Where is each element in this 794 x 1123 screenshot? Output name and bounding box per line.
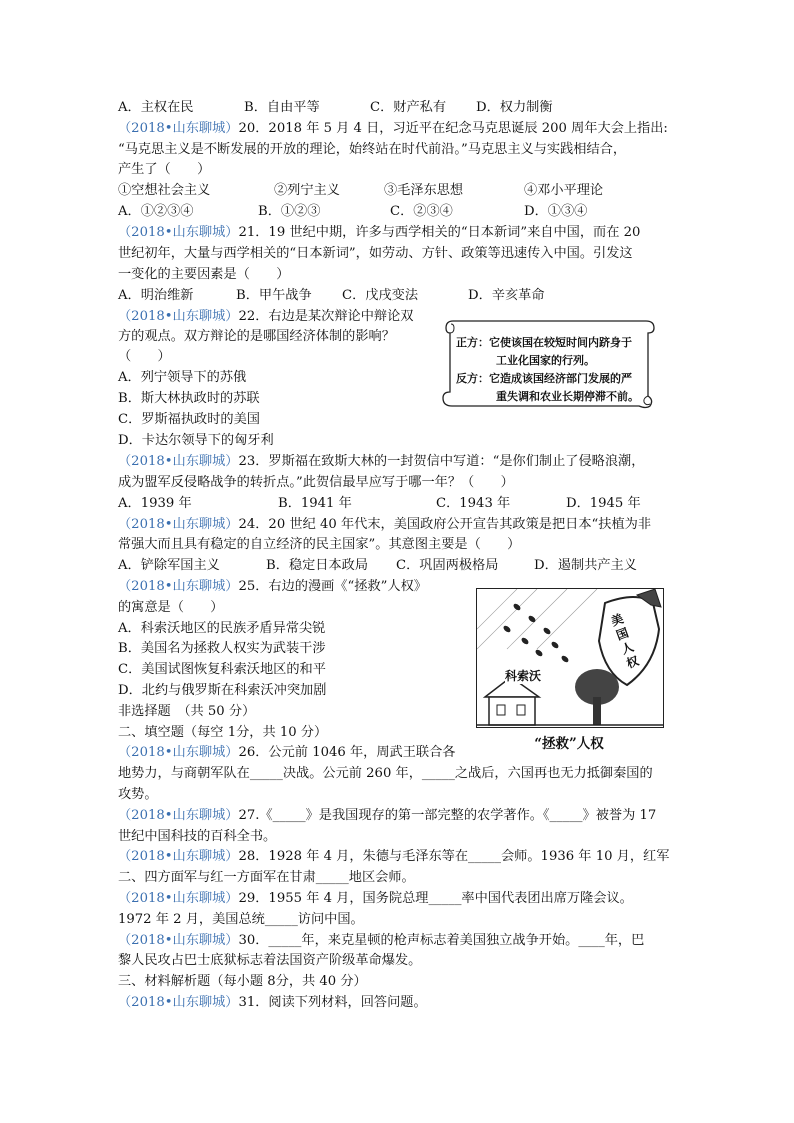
q24-option-b: B．稳定日本政局	[266, 558, 369, 573]
q30-stem-line1: （2018•山东聊城）30．_____年，来克星顿的枪声标志着美国独立战争开始。____年，巴	[118, 933, 645, 948]
q22-option-b: B．斯大林执政时的苏联	[118, 391, 260, 406]
cartoon-caption: “拯救”人权	[534, 736, 604, 752]
q24-option-d: D．遏制共产主义	[534, 558, 637, 573]
q27-stem-line2: 世纪中国科技的百科全书。	[118, 829, 277, 844]
q29-source: （2018•山东聊城）	[118, 891, 239, 906]
q27-source: （2018•山东聊城）	[118, 808, 239, 823]
q26-stem-line2: 地势力，与商朝军队在_____决战。公元前 260 年，_____之战后，六国再也无力抵御秦国的	[118, 766, 653, 781]
q20-options	[118, 202, 587, 222]
q24-stem-line1: （2018•山东聊城）24．20 世纪 40 年代末，美国政府公开宣告其政策是把日本“扶植为非	[118, 517, 652, 532]
q22-stem-line2: 方的观点。双方辩论的是哪国经济体制的影响？	[118, 329, 395, 344]
q26-stem-line3: 攻势。	[118, 787, 158, 802]
q20-option-c: C．②③④	[390, 204, 453, 219]
q23-option-a: A．1939 年	[118, 496, 192, 511]
q30-source: （2018•山东聊城）	[118, 933, 239, 948]
q29-stem-line1: （2018•山东聊城）29．1955 年 4 月，国务院总理_____率中国代表团出席万隆会议。	[118, 891, 633, 906]
q25-source: （2018•山东聊城）	[118, 579, 239, 594]
q19-option-d: D．权力制衡	[476, 100, 553, 115]
q28-stem-line1: （2018•山东聊城）28．1928 年 4 月，朱德与毛泽东等在_____会师。1936 年 10 月，红军	[118, 849, 670, 864]
q22-option-d: D．卡达尔领导下的匈牙利	[118, 433, 274, 448]
q29-stem-line2: 1972 年 2 月，美国总统_____访问中国。	[118, 912, 364, 927]
q31-stem-line1: （2018•山东聊城）31．阅读下列材料，回答问题。	[118, 995, 427, 1010]
q24-option-a: A．铲除军国主义	[118, 558, 220, 573]
q19-option-b: B．自由平等	[244, 100, 320, 115]
q21-option-a: A．明治维新	[118, 288, 194, 303]
q26-source: （2018•山东聊城）	[118, 745, 239, 760]
q20-option-d: D．①③④	[524, 204, 588, 219]
q20-item-3: ③毛泽东思想	[384, 183, 464, 198]
section-nonchoice-heading: 非选择题 （共 50 分）	[118, 704, 256, 719]
q20-item-2: ②列宁主义	[274, 183, 340, 198]
q20-source: （2018•山东聊城）	[118, 121, 239, 136]
q22-option-a: A．列宁领导下的苏俄	[118, 370, 247, 385]
cartoon-region-label: 科索沃	[505, 669, 542, 683]
bomb-label: 美 国 人 权	[609, 611, 641, 671]
q21-source: （2018•山东聊城）	[118, 225, 239, 240]
q20-item-4: ④邓小平理论	[524, 183, 604, 198]
q22-stem-line3: （ ）	[118, 349, 171, 364]
debate-con-line2: 重失调和农业长期停滞不前。	[496, 390, 639, 403]
q28-source: （2018•山东聊城）	[118, 849, 239, 864]
q21-stem-line3: 一变化的主要因素是（ ）	[118, 267, 290, 282]
q20-items	[118, 181, 603, 201]
q23-option-b: B．1941 年	[278, 496, 352, 511]
q22-source: （2018•山东聊城）	[118, 309, 239, 324]
q31-source: （2018•山东聊城）	[118, 995, 239, 1010]
q25-stem-line1: （2018•山东聊城）25．右边的漫画《“拯救”人权》	[118, 579, 427, 594]
q27-stem-line1: （2018•山东聊城）27.《_____》是我国现存的第一部完整的农学著作。《_____》被誉为 17	[118, 808, 657, 823]
q26-stem-line1: （2018•山东聊城）26．公元前 1046 年，周武王联合各	[118, 745, 456, 760]
q25-stem-line2: 的寓意是（ ）	[118, 600, 224, 615]
q23-options	[118, 494, 641, 514]
q24-stem-line2: 常强大而且具有稳定的自立经济的民主国家”。其意图主要是（ ）	[118, 537, 521, 552]
q21-stem-line2: 世纪初年，大量与西学相关的“日本新词”，如劳动、方针、政策等迅速传入中国。引发这	[118, 246, 633, 261]
q20-item-1: ①空想社会主义	[118, 183, 211, 198]
q20-option-a: A．①②③④	[118, 204, 194, 219]
q30-stem-line2: 黎人民攻占巴士底狱标志着法国资产阶级革命爆发。	[118, 953, 422, 968]
q21-option-b: B．甲午战争	[236, 288, 312, 303]
q23-option-d: D．1945 年	[566, 496, 641, 511]
q21-stem-line1: （2018•山东聊城）21．19 世纪中期，许多与西学相关的“日本新词”来自中国，而在 20	[118, 225, 641, 240]
q28-stem-line2: 二、四方面军与红一方面军在甘肃_____地区会师。	[118, 870, 415, 885]
q24-option-c: C．巩固两极格局	[396, 558, 499, 573]
q20-option-b: B．①②③	[258, 204, 321, 219]
q20-stem-line3: 产生了（ ）	[118, 162, 211, 177]
q23-option-c: C．1943 年	[436, 496, 511, 511]
q21-option-c: C．戊戌变法	[342, 288, 419, 303]
debate-con-line1: 反方：它造成该国经济部门发展的严	[456, 372, 632, 385]
cartoon-image	[476, 588, 664, 728]
q22-option-c: C．罗斯福执政时的美国	[118, 412, 260, 427]
q20-stem-line2: “马克思主义是不断发展的开放的理论，始终站在时代前沿。”马克思主义与实践相结合，	[118, 142, 627, 157]
q24-options	[118, 556, 637, 576]
section-material-heading: 三、材料解析题（每小题 8分，共 40 分）	[118, 974, 367, 989]
q23-stem-line1: （2018•山东聊城）23．罗斯福在致斯大林的一封贺信中写道：“是你们制止了侵略浪潮，	[118, 454, 645, 469]
q25-option-c: C．美国试图恢复科索沃地区的和平	[118, 662, 326, 677]
q22-stem-line1: （2018•山东聊城）22．右边是某次辩论中辩论双	[118, 309, 414, 324]
q25-option-b: B．美国名为拯救人权实为武装干涉	[118, 641, 326, 656]
q19-option-c: C．财产私有	[370, 100, 447, 115]
q21-option-d: D．辛亥革命	[468, 288, 545, 303]
q21-options	[118, 286, 545, 306]
q25-option-a: A．科索沃地区的民族矛盾异常尖锐	[118, 621, 326, 636]
q25-option-d: D．北约与俄罗斯在科索沃冲突加剧	[118, 683, 327, 698]
debate-pro-line2: 工业化国家的行列。	[496, 354, 595, 367]
debate-scroll	[440, 318, 658, 410]
q19-option-a: A．主权在民	[118, 100, 194, 115]
q23-stem-line2: 成为盟军反侵略战争的转折点。”此贺信最早应写于哪一年？（ ）	[118, 475, 514, 490]
q19-options	[118, 98, 553, 118]
debate-pro-line1: 正方：它使该国在较短时间内跻身于	[456, 336, 632, 349]
q23-source: （2018•山东聊城）	[118, 454, 239, 469]
section-fill-heading: 二、填空题（每空 1分，共 10 分）	[118, 725, 328, 740]
q24-source: （2018•山东聊城）	[118, 517, 239, 532]
q20-stem-line1: （2018•山东聊城）20．2018 年 5 月 4 日，习近平在纪念马克思诞辰 200 周年大会上指出:	[118, 121, 668, 136]
